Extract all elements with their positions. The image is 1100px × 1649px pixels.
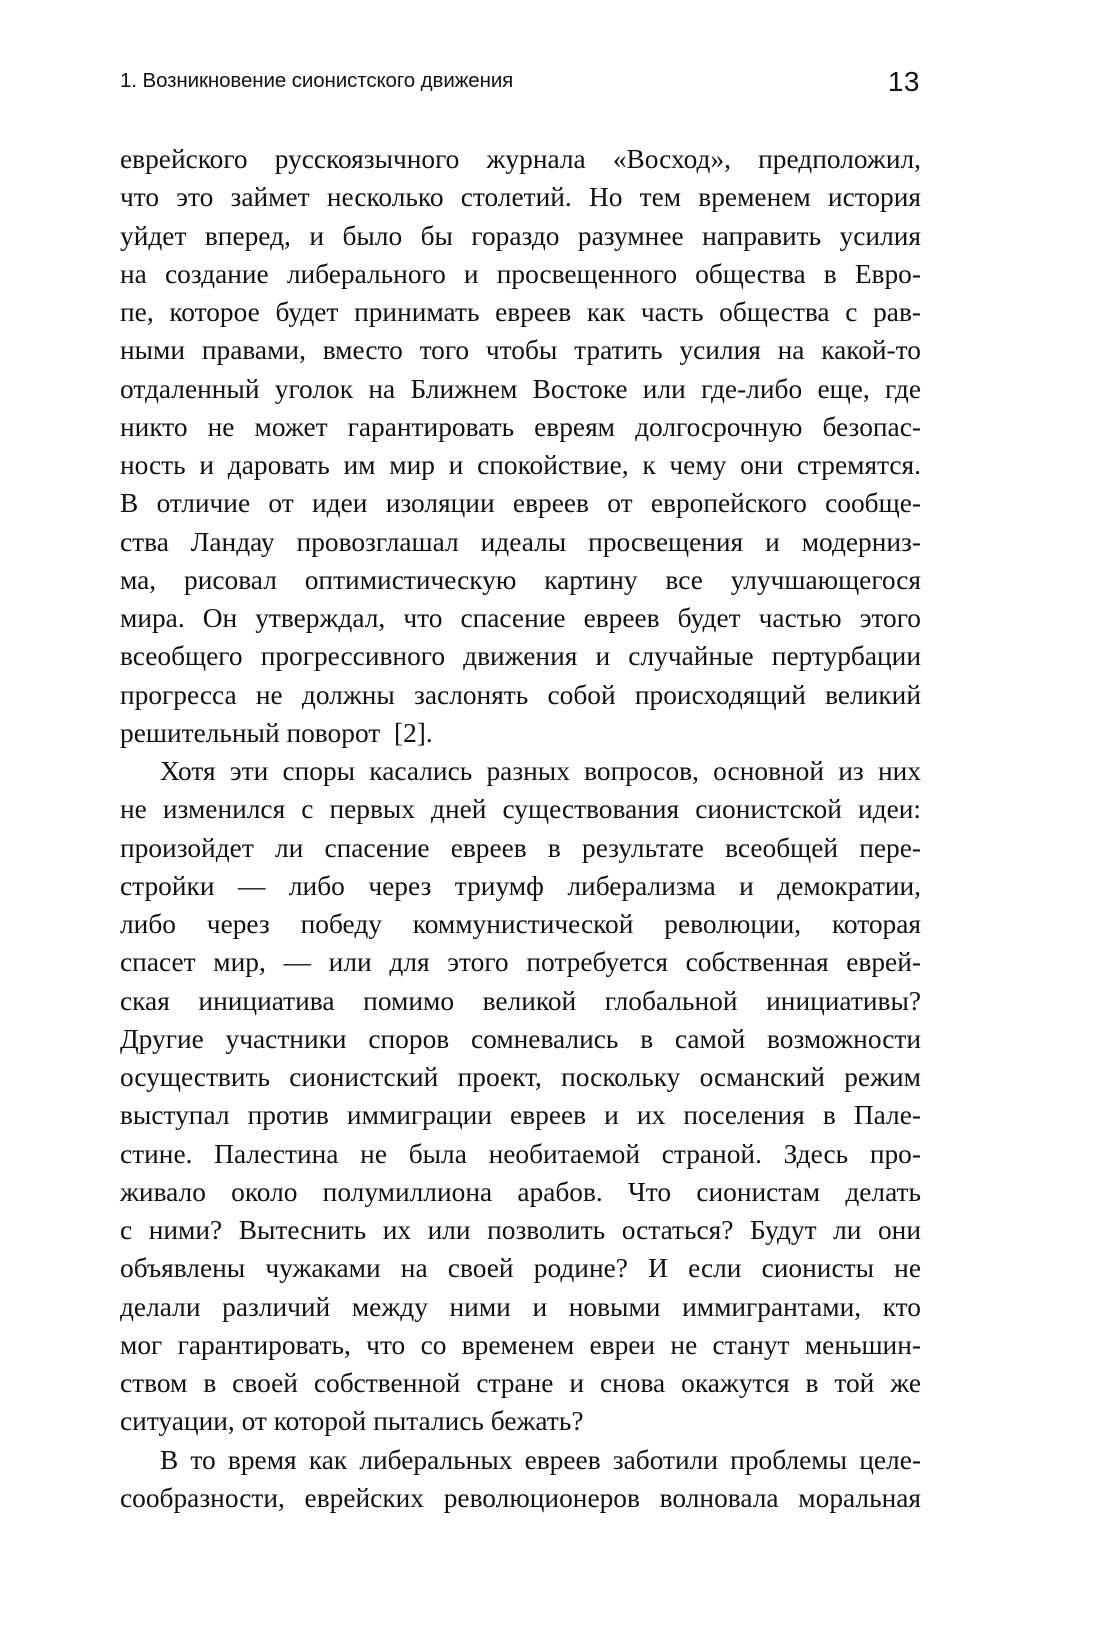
text-line: Хотя эти споры касались разных вопросов, основной из них (160, 756, 921, 786)
text-line: выступал против иммиграции евреев и их поселения в Пале- (120, 1100, 921, 1131)
text-line: пе, которое будет принимать евреев как часть общества с рав- (120, 297, 921, 327)
running-head (120, 62, 920, 96)
text-line: стине. Палестина не была необитаемой страной. Здесь про- (120, 1138, 921, 1169)
text-line: мог гарантировать, что со временем евреи не станут меньшин- (120, 1329, 921, 1360)
text-line: что это займет несколько столетий. Но тем временем история (120, 182, 921, 213)
text-line: В то время как либеральных евреев заботили проблемы целе- (160, 1444, 921, 1475)
text-line: ными правами, вместо того чтобы тратить усилия на какой-то (120, 335, 921, 366)
text-line: еврейского русскоязычного журнала «Восход», предположил, (120, 144, 921, 174)
text-line: либо через победу коммунистической революции, которая (120, 909, 921, 939)
text-line: мира. Он утверждал, что спасение евреев будет частью этого (120, 603, 921, 633)
text-line: сообразности, еврейских революционеров волновала моральная (120, 1482, 921, 1513)
text-line: ства Ландау провозглашал идеалы просвещения и модерниз- (120, 526, 921, 557)
text-line: живало около полумиллиона арабов. Что сионистам делать (120, 1176, 921, 1207)
text-line: с ними? Вытеснить их или позволить остаться? Будут ли они (120, 1215, 921, 1245)
text-line: решительный поворот [2]. (120, 717, 433, 748)
text-line: стройки — либо через триумф либерализма и демократии, (120, 870, 921, 901)
text-line: В отличие от идеи изоляции евреев от европейского сообще- (120, 488, 921, 519)
text-line: отдаленный уголок на Ближнем Востоке или где-либо еще, где (120, 373, 921, 404)
running-head-chapter-title: 1. Возникновение сионистского движения (120, 69, 514, 92)
text-line: не изменился с первых дней существования сионистской идеи: (120, 794, 921, 825)
paragraph (120, 752, 921, 1441)
text-line: на создание либерального и просвещенного общества в Евро- (120, 258, 921, 289)
body-text-block (120, 140, 921, 1517)
text-line: ность и даровать им мир и спокойствие, к чему они стремятся. (120, 450, 921, 480)
text-line: произойдет ли спасение евреев в результате всеобщей пере- (120, 832, 921, 863)
page-number: 13 (887, 66, 920, 97)
text-line: спасет мир, — или для этого потребуется собственная еврей- (120, 947, 921, 978)
text-line: ская инициатива помимо великой глобальной инициативы? (120, 985, 921, 1016)
text-line: ма, рисовал оптимистическую картину все улучшающегося (120, 564, 921, 595)
text-line: Другие участники споров сомневались в самой возможности (120, 1023, 921, 1054)
text-line: объявлены чужаками на своей родине? И если сионисты не (120, 1253, 921, 1284)
paragraph (120, 140, 921, 752)
text-line: уйдет вперед, и было бы гораздо разумнее направить усилия (120, 220, 921, 251)
text-line: ситуации, от которой пытались бежать? (120, 1406, 584, 1437)
paragraph (120, 1441, 921, 1518)
text-line: осуществить сионистский проект, поскольку османский режим (120, 1062, 921, 1092)
text-line: делали различий между ними и новыми иммигрантами, кто (120, 1291, 921, 1322)
text-line: никто не может гарантировать евреям долгосрочную безопас- (120, 411, 921, 442)
text-line: ством в своей собственной стране и снова окажутся в той же (120, 1368, 921, 1398)
text-line: всеобщего прогрессивного движения и случайные пертурбации (120, 641, 921, 672)
text-line: прогресса не должны заслонять собой происходящий великий (120, 679, 921, 710)
